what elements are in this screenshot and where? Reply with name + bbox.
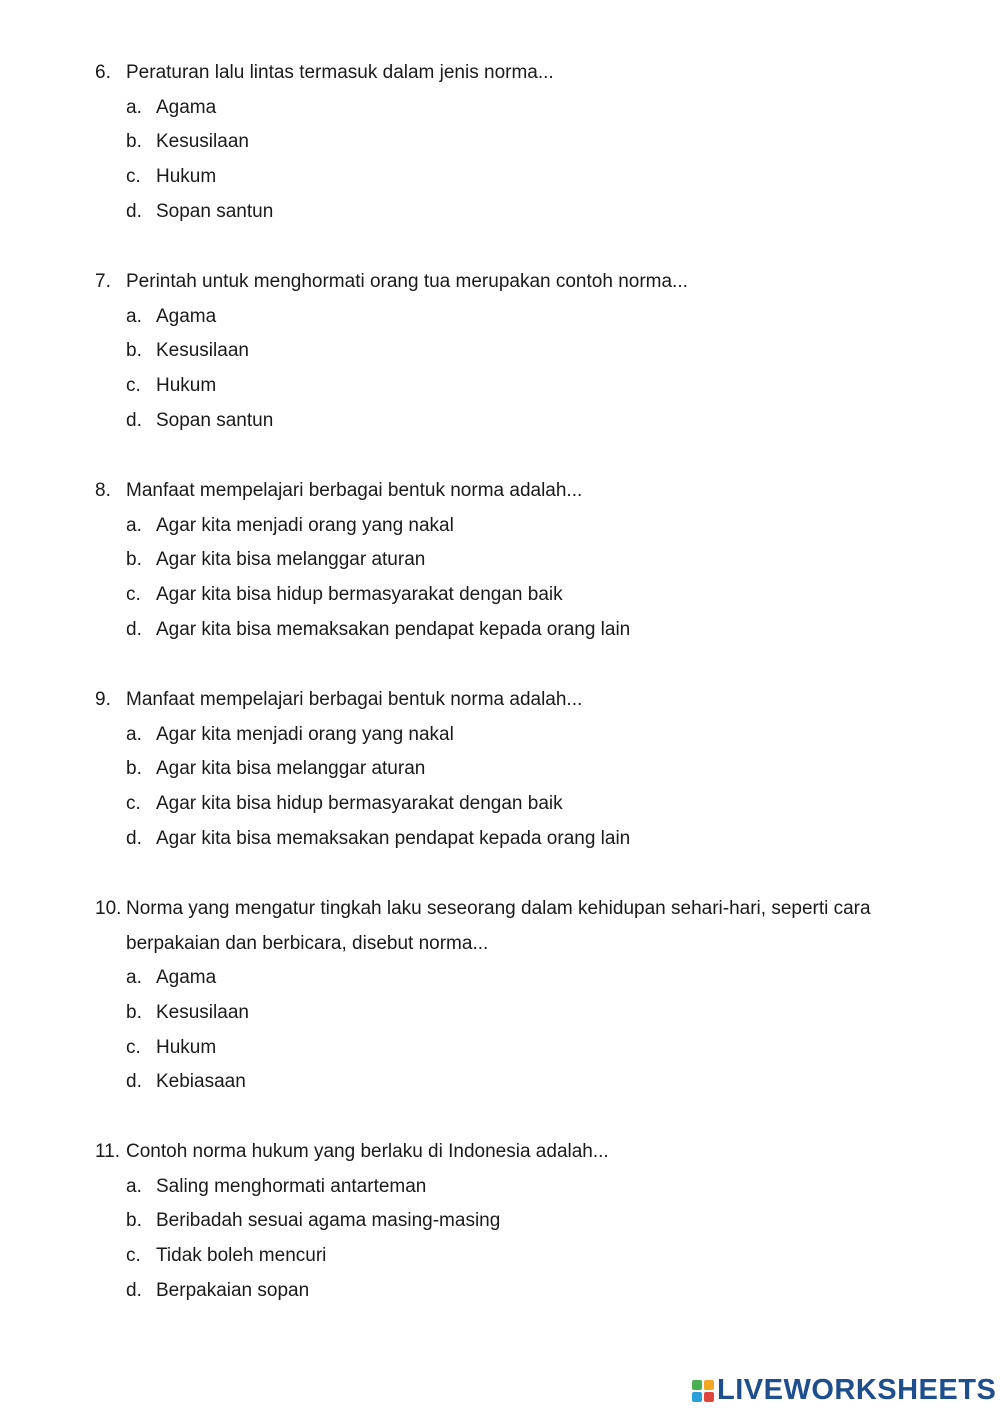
question-text: Manfaat mempelajari berbagai bentuk norma adalah... — [126, 689, 583, 710]
question-number: 10. — [95, 898, 122, 919]
option-a[interactable] — [95, 961, 895, 996]
option-letter: d. — [126, 200, 142, 222]
option-d[interactable] — [95, 1065, 895, 1100]
option-text: Agar kita bisa melanggar aturan — [156, 549, 426, 571]
option-letter: d. — [126, 409, 142, 431]
option-text: Agama — [156, 96, 217, 118]
logo-mark-icon — [692, 1380, 714, 1402]
option-b[interactable] — [95, 543, 895, 578]
question-text: Peraturan lalu lintas termasuk dalam jenis norma... — [126, 62, 554, 83]
logo-text: LIVEWORKSHEETS — [717, 1374, 997, 1406]
question-text: Norma yang mengatur tingkah laku seseorang dalam kehidupan sehari-hari, seperti cara berpakaian dan berbicara, disebut norma... — [126, 898, 871, 954]
option-text: Hukum — [156, 1036, 217, 1058]
question-text: Contoh norma hukum yang berlaku di Indonesia adalah... — [126, 1141, 609, 1162]
logo-square — [704, 1392, 714, 1402]
option-text: Agar kita bisa hidup bermasyarakat dengan baik — [156, 584, 563, 606]
question-8 — [95, 474, 895, 647]
question-9 — [95, 683, 895, 856]
option-a[interactable] — [95, 718, 895, 753]
liveworksheets-logo — [692, 1374, 996, 1407]
option-text: Beribadah sesuai agama masing-masing — [156, 1210, 501, 1232]
option-a[interactable] — [95, 1170, 895, 1205]
option-letter: c. — [126, 1245, 141, 1267]
option-text: Sopan santun — [156, 409, 274, 431]
option-letter: a. — [126, 1175, 142, 1197]
option-letter: a. — [126, 96, 142, 118]
option-text: Agama — [156, 305, 217, 327]
option-d[interactable] — [95, 822, 895, 857]
option-a[interactable] — [95, 91, 895, 126]
question-6 — [95, 56, 895, 229]
option-letter: d. — [126, 1279, 142, 1301]
option-letter: b. — [126, 131, 142, 153]
option-c[interactable] — [95, 1239, 895, 1274]
option-letter: c. — [126, 1036, 141, 1058]
question-text: Manfaat mempelajari berbagai bentuk norma adalah... — [126, 480, 583, 501]
option-letter: b. — [126, 1002, 142, 1024]
option-text: Agar kita bisa memaksakan pendapat kepada orang lain — [156, 618, 631, 640]
question-number: 6. — [95, 62, 111, 83]
option-letter: d. — [126, 618, 142, 640]
option-text: Agar kita bisa melanggar aturan — [156, 758, 426, 780]
option-text: Kebiasaan — [156, 1071, 246, 1093]
option-d[interactable] — [95, 613, 895, 648]
question-number: 7. — [95, 271, 111, 292]
option-c[interactable] — [95, 578, 895, 613]
question-11 — [95, 1135, 895, 1308]
option-text: Agar kita bisa hidup bermasyarakat dengan baik — [156, 793, 563, 815]
option-b[interactable] — [95, 996, 895, 1031]
logo-square — [692, 1392, 702, 1402]
question-10 — [95, 892, 895, 1100]
option-c[interactable] — [95, 160, 895, 195]
option-letter: b. — [126, 340, 142, 362]
option-a[interactable] — [95, 509, 895, 544]
logo-square — [704, 1380, 714, 1390]
option-letter: c. — [126, 166, 141, 188]
option-d[interactable] — [95, 404, 895, 439]
question-number: 11. — [95, 1141, 121, 1162]
option-letter: c. — [126, 584, 141, 606]
question-number: 9. — [95, 689, 111, 710]
option-letter: b. — [126, 758, 142, 780]
option-text: Tidak boleh mencuri — [156, 1245, 327, 1267]
option-letter: a. — [126, 514, 142, 536]
option-letter: d. — [126, 1071, 142, 1093]
logo-square — [692, 1380, 702, 1390]
option-text: Sopan santun — [156, 200, 274, 222]
question-7 — [95, 265, 895, 438]
option-d[interactable] — [95, 1274, 895, 1309]
option-letter: a. — [126, 967, 142, 989]
option-text: Agama — [156, 967, 217, 989]
option-letter: b. — [126, 1210, 142, 1232]
option-letter: a. — [126, 305, 142, 327]
option-b[interactable] — [95, 334, 895, 369]
option-c[interactable] — [95, 1031, 895, 1066]
option-text: Agar kita menjadi orang yang nakal — [156, 723, 454, 745]
option-letter: c. — [126, 793, 141, 815]
option-letter: a. — [126, 723, 142, 745]
option-c[interactable] — [95, 787, 895, 822]
option-letter: d. — [126, 827, 142, 849]
option-text: Agar kita bisa memaksakan pendapat kepada orang lain — [156, 827, 631, 849]
option-text: Kesusilaan — [156, 340, 249, 362]
question-text: Perintah untuk menghormati orang tua merupakan contoh norma... — [126, 271, 688, 292]
option-letter: b. — [126, 549, 142, 571]
option-a[interactable] — [95, 300, 895, 335]
option-c[interactable] — [95, 369, 895, 404]
option-text: Kesusilaan — [156, 1002, 249, 1024]
option-text: Berpakaian sopan — [156, 1279, 310, 1301]
question-number: 8. — [95, 480, 111, 501]
option-letter: c. — [126, 375, 141, 397]
option-text: Hukum — [156, 375, 217, 397]
option-text: Saling menghormati antarteman — [156, 1175, 427, 1197]
option-b[interactable] — [95, 125, 895, 160]
option-d[interactable] — [95, 195, 895, 230]
option-b[interactable] — [95, 752, 895, 787]
option-text: Agar kita menjadi orang yang nakal — [156, 514, 454, 536]
option-text: Hukum — [156, 166, 217, 188]
option-text: Kesusilaan — [156, 131, 249, 153]
option-b[interactable] — [95, 1204, 895, 1239]
